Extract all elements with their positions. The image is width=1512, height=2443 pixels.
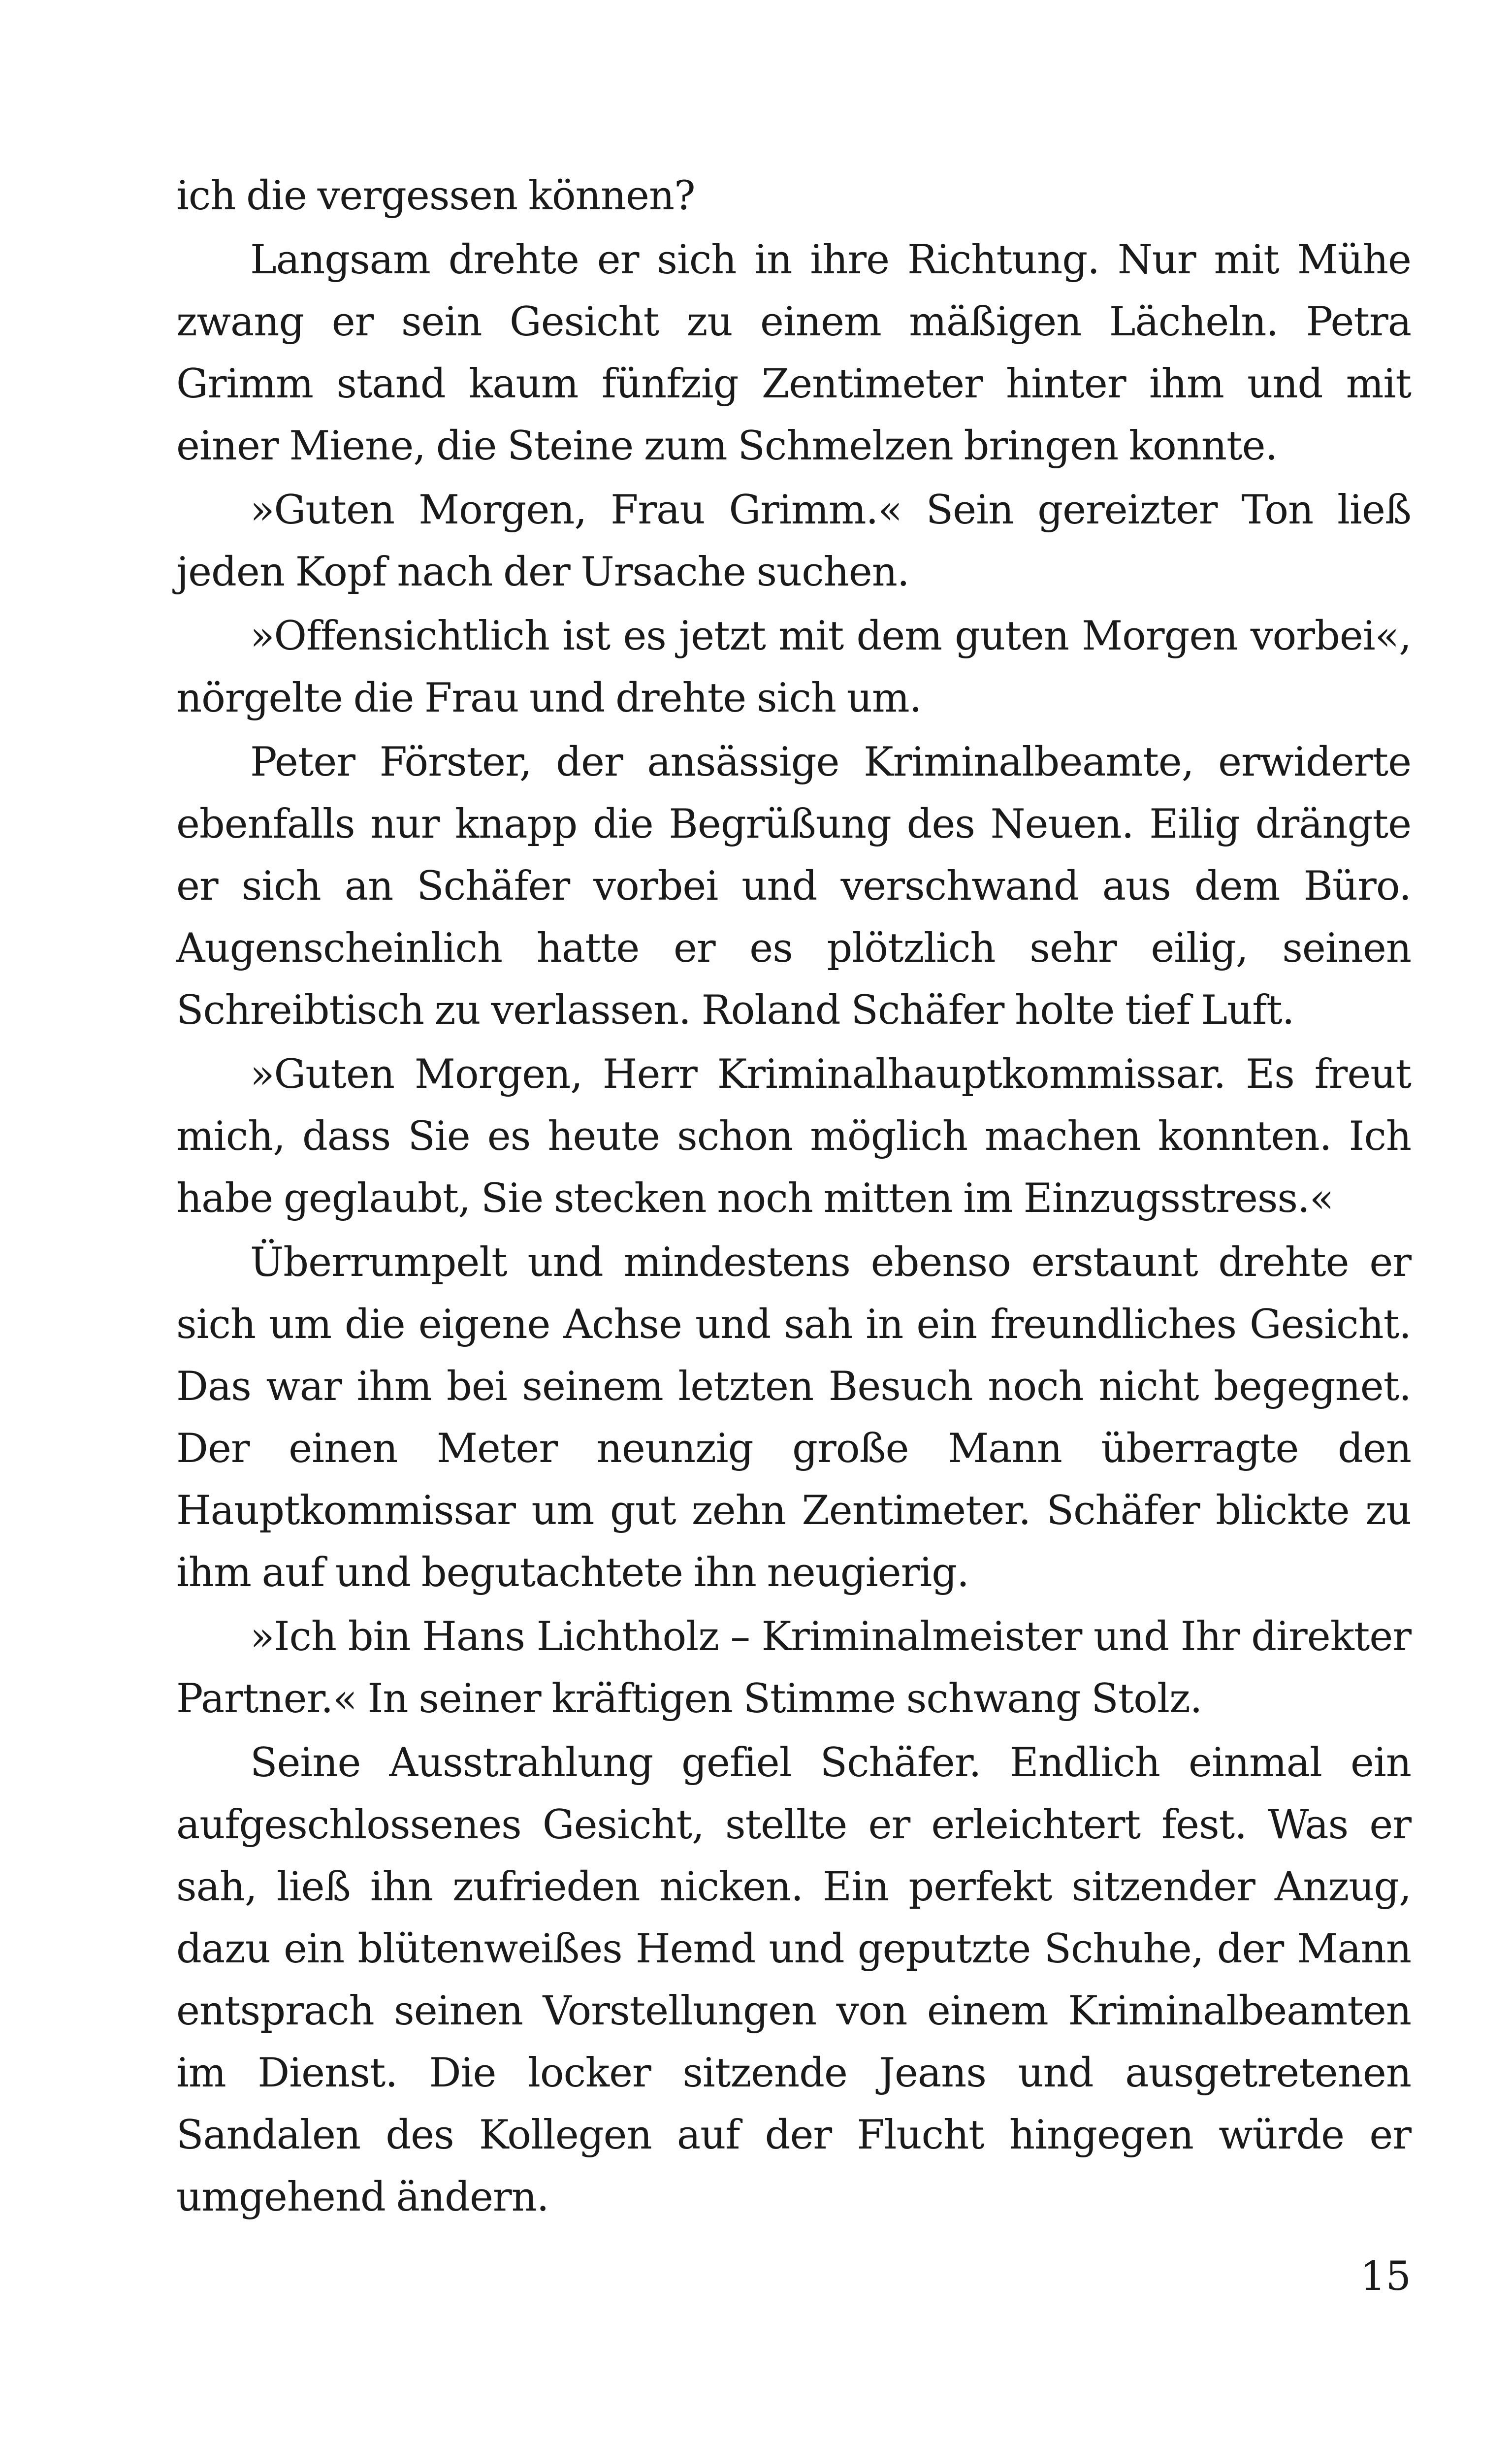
paragraph: Überrumpelt und mindestens ebenso erstaunt drehte er sich um die eigene Achse und sah in ein freundliches Gesicht. Das war ihm bei seinem letzten Besuch noch nicht begegnet. Der einen Meter neunzig große Mann überragte den Hauptkommissar um gut zehn Zentimeter. Schäfer blickte zu ihm auf und begutachtete ihn neugierig. bbox=[176, 1239, 1411, 1596]
page-number: 15 bbox=[1360, 2253, 1411, 2300]
paragraph: »Offensichtlich ist es jetzt mit dem guten Morgen vorbei«, nörgelte die Frau und drehte sich um. bbox=[176, 613, 1411, 721]
paragraph-continuation: ich die vergessen können? bbox=[176, 173, 695, 219]
paragraph: »Guten Morgen, Herr Kriminalhauptkommissar. Es freut mich, dass Sie es heute schon möglich machen konnten. Ich habe geglaubt, Sie stecken noch mitten im Einzugsstress.« bbox=[176, 1051, 1411, 1222]
paragraph: Seine Ausstrahlung gefiel Schäfer. Endlich einmal ein aufgeschlossenes Gesicht, stellte er erleichtert fest. Was er sah, ließ ihn zufrieden nicken. Ein perfekt sitzender Anzug, dazu ein blütenweißes Hemd und geputzte Schuhe, der Mann entsprach seinen Vorstellungen von einem Kriminalbeamten im Dienst. Die locker sitzende Jeans und ausgetretenen Sandalen des Kollegen auf der Flucht hingegen würde er umgehend ändern. bbox=[176, 1740, 1411, 2220]
paragraph: Peter Förster, der ansässige Kriminalbeamte, erwiderte ebenfalls nur knapp die Begrüßung des Neuen. Eilig drängte er sich an Schäfer vorbei und verschwand aus dem Büro. Augenscheinlich hatte er es plötzlich sehr eilig, seinen Schreibtisch zu verlassen. Roland Schäfer holte tief Luft. bbox=[176, 739, 1411, 1034]
body-text bbox=[176, 165, 1411, 2230]
paragraph: Langsam drehte er sich in ihre Richtung. Nur mit Mühe zwang er sein Gesicht zu einem mäßigen Lächeln. Petra Grimm stand kaum fünfzig Zentimeter hinter ihm und mit einer Miene, die Steine zum Schmelzen bringen konnte. bbox=[176, 237, 1411, 469]
paragraph: »Guten Morgen, Frau Grimm.« Sein gereizter Ton ließ jeden Kopf nach der Ursache suchen. bbox=[176, 487, 1411, 595]
paragraph: »Ich bin Hans Lichtholz – Kriminalmeister und Ihr direkter Partner.« In seiner kräftigen Stimme schwang Stolz. bbox=[176, 1614, 1411, 1722]
